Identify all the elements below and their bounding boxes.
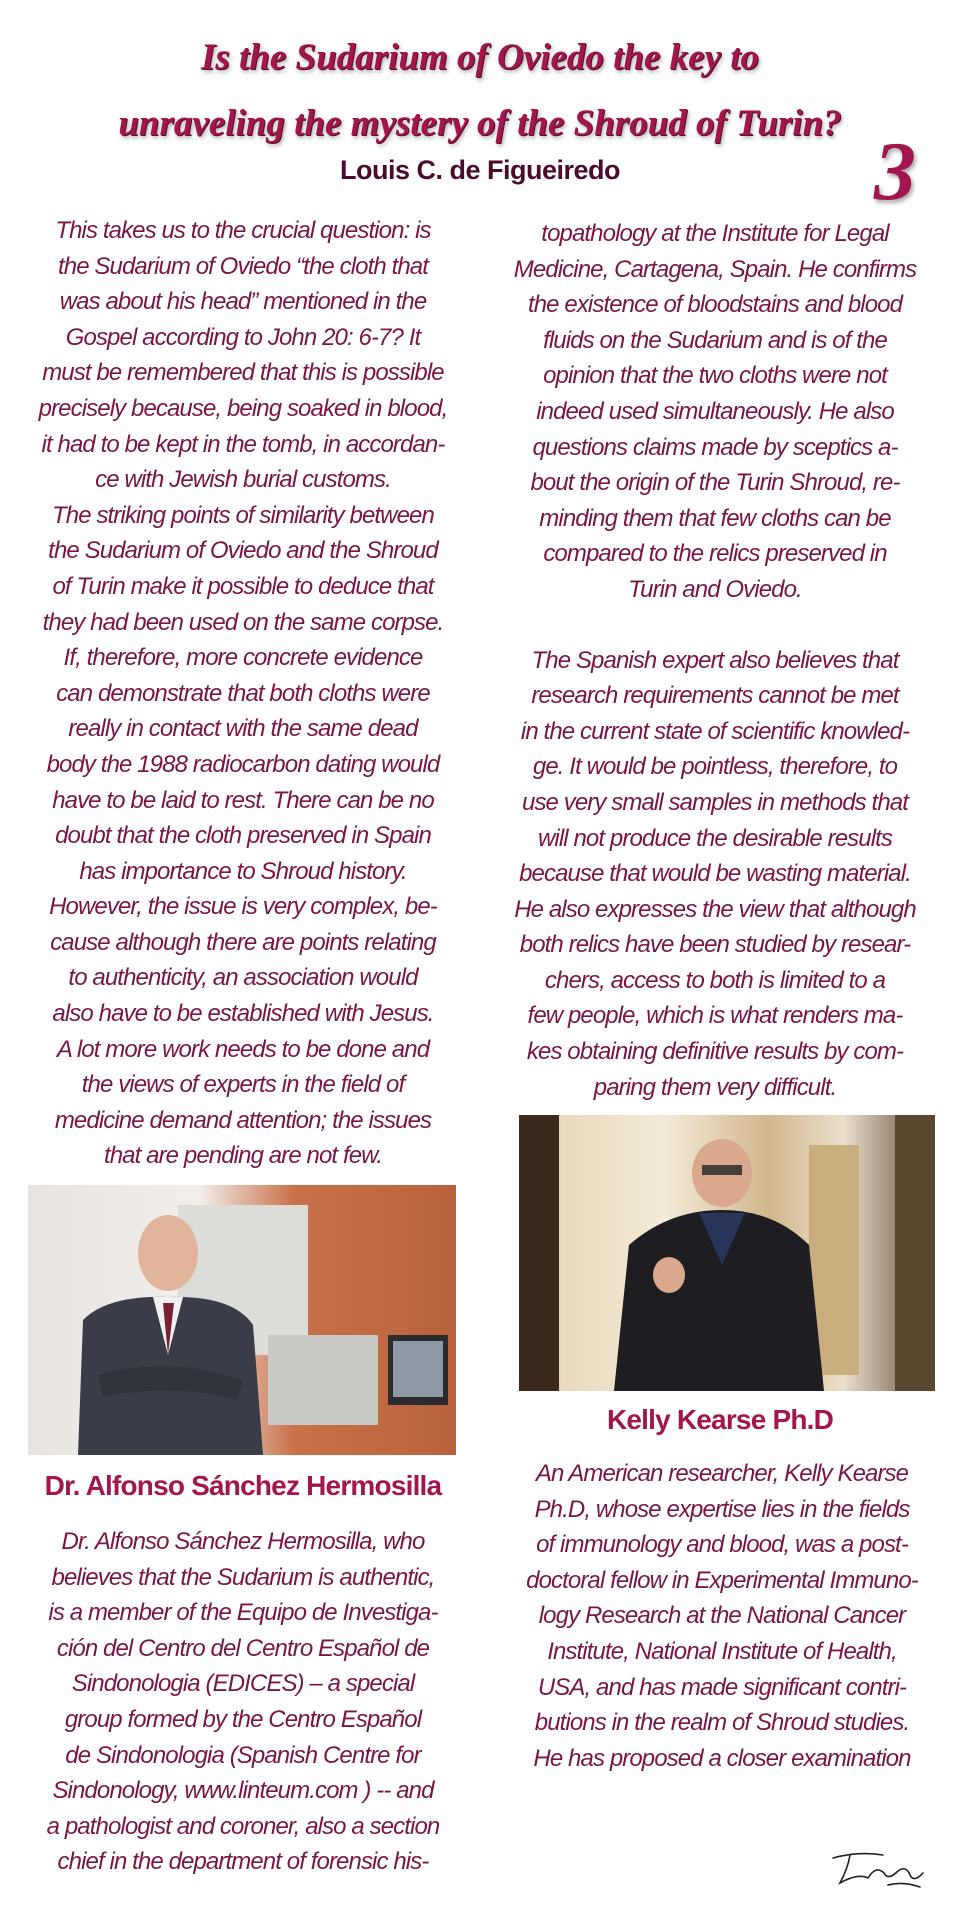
text-line: a pathologist and coroner, also a section	[46, 1812, 440, 1840]
text-line: cause although there are points relating	[50, 928, 436, 956]
text-line: can demonstrate that both cloths were	[56, 679, 430, 707]
right-column-body	[505, 216, 925, 1105]
text-line: both relics have been studied by resear-	[519, 931, 911, 959]
text-line: minding them that few cloths can be	[539, 504, 891, 532]
text-line: that are pending are not few.	[103, 1142, 383, 1170]
text-line: USA, and has made significant contri-	[537, 1673, 907, 1701]
text-line: de Sindonologia (Spanish Centre for	[65, 1741, 421, 1769]
text-line: doubt that the cloth preserved in Spain	[55, 822, 431, 850]
portrait-photo-icon	[28, 1185, 456, 1455]
text-line: body the 1988 radiocarbon dating would	[46, 750, 440, 778]
text-line: This takes us to the crucial question: is	[55, 217, 431, 244]
text-line: compared to the relics preserved in	[543, 540, 887, 568]
caption-kearse: Kelly Kearse Ph.D	[606, 1404, 834, 1435]
text-line: has importance to Shroud history.	[79, 857, 407, 885]
text-line: the Sudarium of Oviedo and the Shroud	[48, 537, 438, 565]
text-line: Gospel according to John 20: 6-7? It	[65, 323, 421, 351]
text-line: to authenticity, an association would	[68, 964, 418, 992]
text-line: kes obtaining definitive results by com-	[526, 1038, 904, 1066]
text-line: of immunology and blood, was a post-	[536, 1531, 908, 1559]
text-line: of Turin make it possible to deduce that	[52, 572, 434, 600]
text-line: Sindonologia (EDICES) – a special	[71, 1670, 415, 1698]
text-line: Dr. Alfonso Sánchez Hermosilla, who	[61, 1528, 425, 1555]
text-line: He also expresses the view that although	[514, 895, 916, 923]
text-line: will not produce the desirable results	[537, 824, 892, 852]
text-line: ción del Centro del Centro Español de	[56, 1634, 430, 1662]
article-title-line-2: unraveling the mystery of the Shroud of Turin?	[118, 103, 842, 144]
text-line: because that would be wasting material.	[519, 860, 911, 888]
text-line: Turin and Oviedo.	[628, 575, 802, 603]
kearse-photo	[519, 1115, 935, 1391]
caption-hermosilla: Dr. Alfonso Sánchez Hermosilla	[44, 1470, 442, 1501]
text-line: precisely because, being soaked in blood,	[38, 394, 448, 422]
text-line: chief in the department of forensic his-	[57, 1848, 429, 1876]
text-line: medicine demand attention; the issues	[54, 1106, 432, 1134]
text-line: topathology at the Institute for Legal	[541, 220, 889, 247]
text-line: Sindonology, www.linteum.com ) -- and	[52, 1777, 434, 1805]
text-line: they had been used on the same corpse.	[42, 608, 444, 636]
text-line: research requirements cannot be met	[531, 682, 899, 710]
text-line: logy Research at the National Cancer	[538, 1602, 906, 1630]
text-line: A lot more work needs to be done and	[56, 1035, 430, 1063]
text-line: the existence of bloodstains and blood	[527, 291, 903, 319]
text-line: must be remembered that this is possible	[42, 359, 444, 387]
text-line: the views of experts in the field of	[81, 1071, 405, 1099]
portrait-photo-icon	[519, 1115, 935, 1391]
text-line: questions claims made by sceptics a-	[532, 433, 898, 461]
paragraph-gap	[505, 608, 925, 643]
text-line: Ph.D, whose expertise lies in the fields	[534, 1495, 910, 1523]
text-line: paring them very difficult.	[593, 1073, 837, 1101]
hermosilla-photo	[28, 1185, 456, 1455]
text-line: The striking points of similarity between	[52, 501, 434, 529]
page-number: 3	[874, 125, 916, 218]
text-line: was about his head” mentioned in the	[59, 288, 427, 316]
text-line: have to be laid to rest. There can be no	[52, 786, 434, 814]
left-column-body	[28, 213, 458, 1174]
text-line: doctoral fellow in Experimental Immuno-	[526, 1566, 918, 1594]
text-line: group formed by the Centro Español	[64, 1705, 422, 1733]
text-line: bout the origin of the Turin Shroud, re-	[530, 469, 900, 497]
text-line: Institute, National Institute of Health,	[547, 1637, 897, 1665]
text-line: If, therefore, more concrete evidence	[63, 644, 423, 672]
text-line: few people, which is what renders ma-	[527, 1002, 903, 1030]
text-line: believes that the Sudarium is authentic,	[51, 1563, 435, 1591]
text-line: butions in the realm of Shroud studies.	[534, 1709, 910, 1737]
text-line: ge. It would be pointless, therefore, to	[532, 753, 898, 781]
text-line: really in contact with the same dead	[68, 715, 418, 743]
signature-icon	[828, 1843, 928, 1893]
text-line: indeed used simultaneously. He also	[536, 397, 894, 425]
text-line: However, the issue is very complex, be-	[49, 893, 437, 921]
text-line: An American researcher, Kelly Kearse	[535, 1460, 909, 1487]
left-column-bio	[28, 1524, 458, 1880]
text-line: chers, access to both is limited to a	[544, 966, 886, 994]
text-line: ce with Jewish burial customs.	[95, 466, 391, 494]
author-name: Louis C. de Figueiredo	[339, 155, 620, 185]
text-line: The Spanish expert also believes that	[531, 646, 899, 674]
text-line: He has proposed a closer examination	[533, 1744, 911, 1772]
text-line: opinion that the two cloths were not	[543, 362, 887, 390]
text-line: it had to be kept in the tomb, in accordan-	[41, 430, 445, 458]
right-column-bio	[512, 1456, 932, 1776]
article-title-line-1: Is the Sudarium of Oviedo the key to	[200, 37, 760, 78]
text-line: Medicine, Cartagena, Spain. He confirms	[513, 255, 917, 283]
text-line: fluids on the Sudarium and is of the	[543, 326, 887, 354]
text-line: the Sudarium of Oviedo “the cloth that	[57, 252, 429, 280]
text-line: in the current state of scientific knowled-	[520, 717, 910, 745]
text-line: also have to be established with Jesus.	[52, 1000, 434, 1028]
text-line: is a member of the Equipo de Investiga-	[48, 1599, 438, 1627]
text-line: use very small samples in methods that	[522, 788, 908, 816]
